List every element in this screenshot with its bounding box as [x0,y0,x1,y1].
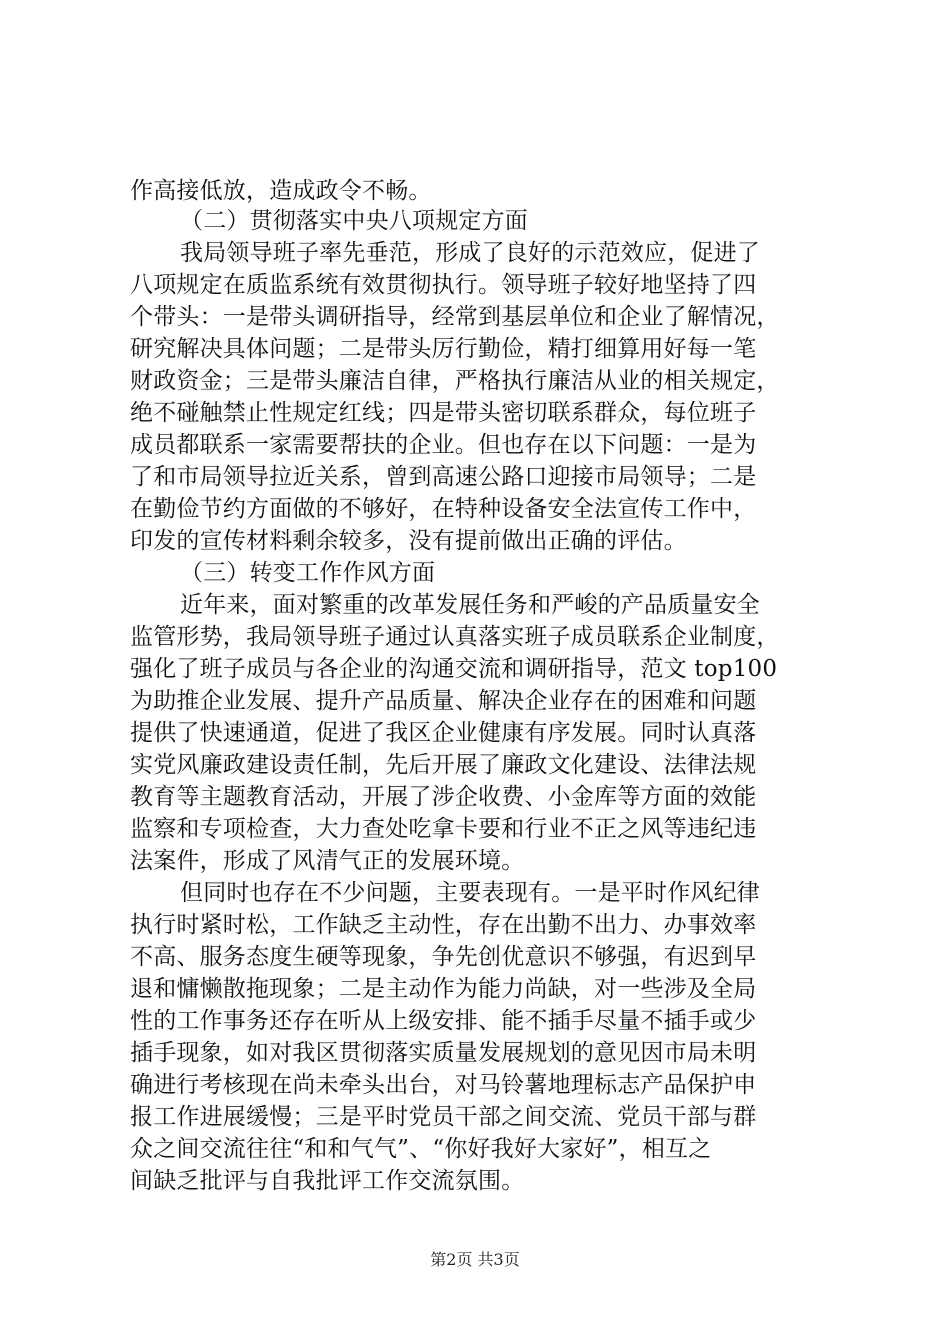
body-text-line: 监管形势，我局领导班子通过认真落实班子成员联系企业制度， [130,624,780,650]
body-text-line: 了和市局领导拉近关系，曾到高速公路口迎接市局领导；二是 [130,464,757,490]
body-text-line: 执行时紧时松，工作缺乏主动性，存在出勤不出力、办事效率 [130,912,757,938]
body-text-line: 退和慵懒散拖现象；二是主动作为能力尚缺，对一些涉及全局 [130,976,757,1002]
body-text-line: 作高接低放，造成政令不畅。 [130,178,432,204]
body-text-line: 确进行考核现在尚未牵头出台，对马铃薯地理标志产品保护申 [130,1072,757,1098]
body-text-line: 监察和专项检查，大力查处吃拿卡要和行业不正之风等违纪违 [130,816,757,842]
body-text-line: 在勤俭节约方面做的不够好，在特种设备安全法宣传工作中， [130,496,757,522]
section-heading: （二）贯彻落实中央八项规定方面 [180,208,528,234]
body-text-line: 研究解决具体问题；二是带头厉行勤俭，精打细算用好每一笔 [130,336,757,362]
page-number-footer: 第2页 共3页 [430,1250,520,1269]
body-text-line: 插手现象，如对我区贯彻落实质量发展规划的意见因市局未明 [130,1040,757,1066]
body-text-line: 我局领导班子率先垂范，形成了良好的示范效应，促进了 [180,240,760,266]
body-text-line: 提供了快速通道，促进了我区企业健康有序发展。同时认真落 [130,720,757,746]
body-text-line: 八项规定在质监系统有效贯彻执行。领导班子较好地坚持了四 [130,272,757,298]
body-text-line: 不高、服务态度生硬等现象，争先创优意识不够强，有迟到早 [130,944,757,970]
body-text-line: 个带头：一是带头调研指导，经常到基层单位和企业了解情况， [130,304,780,330]
body-text-line: 成员都联系一家需要帮扶的企业。但也存在以下问题：一是为 [130,432,757,458]
body-text-line: 法案件，形成了风清气正的发展环境。 [130,848,525,874]
body-text-line: 绝不碰触禁止性规定红线；四是带头密切联系群众，每位班子 [130,400,757,426]
body-text-line: 众之间交流往往“和和气气”、“你好我好大家好”，相互之 [130,1136,712,1162]
body-text-line: 教育等主题教育活动，开展了涉企收费、小金库等方面的效能 [130,784,757,810]
body-text-line: 财政资金；三是带头廉洁自律，严格执行廉洁从业的相关规定， [130,368,780,394]
body-text-line: 性的工作事务还存在听从上级安排、能不插手尽量不插手或少 [130,1008,757,1034]
section-heading: （三）转变工作作风方面 [180,560,436,586]
body-text-line: 报工作进展缓慢；三是平时党员干部之间交流、党员干部与群 [130,1104,757,1130]
body-text-line: 强化了班子成员与各企业的沟通交流和调研指导，范文 top100 [130,656,778,682]
body-text-line: 间缺乏批评与自我批评工作交流氛围。 [130,1168,525,1194]
body-text-line: 为助推企业发展、提升产品质量、解决企业存在的困难和问题 [130,688,757,714]
body-text-line: 实党风廉政建设责任制，先后开展了廉政文化建设、法律法规 [130,752,757,778]
body-text-line: 近年来，面对繁重的改革发展任务和严峻的产品质量安全 [180,592,760,618]
body-text-line: 但同时也存在不少问题，主要表现有。一是平时作风纪律 [180,880,760,906]
body-text-line: 印发的宣传材料剩余较多，没有提前做出正确的评估。 [130,528,687,554]
